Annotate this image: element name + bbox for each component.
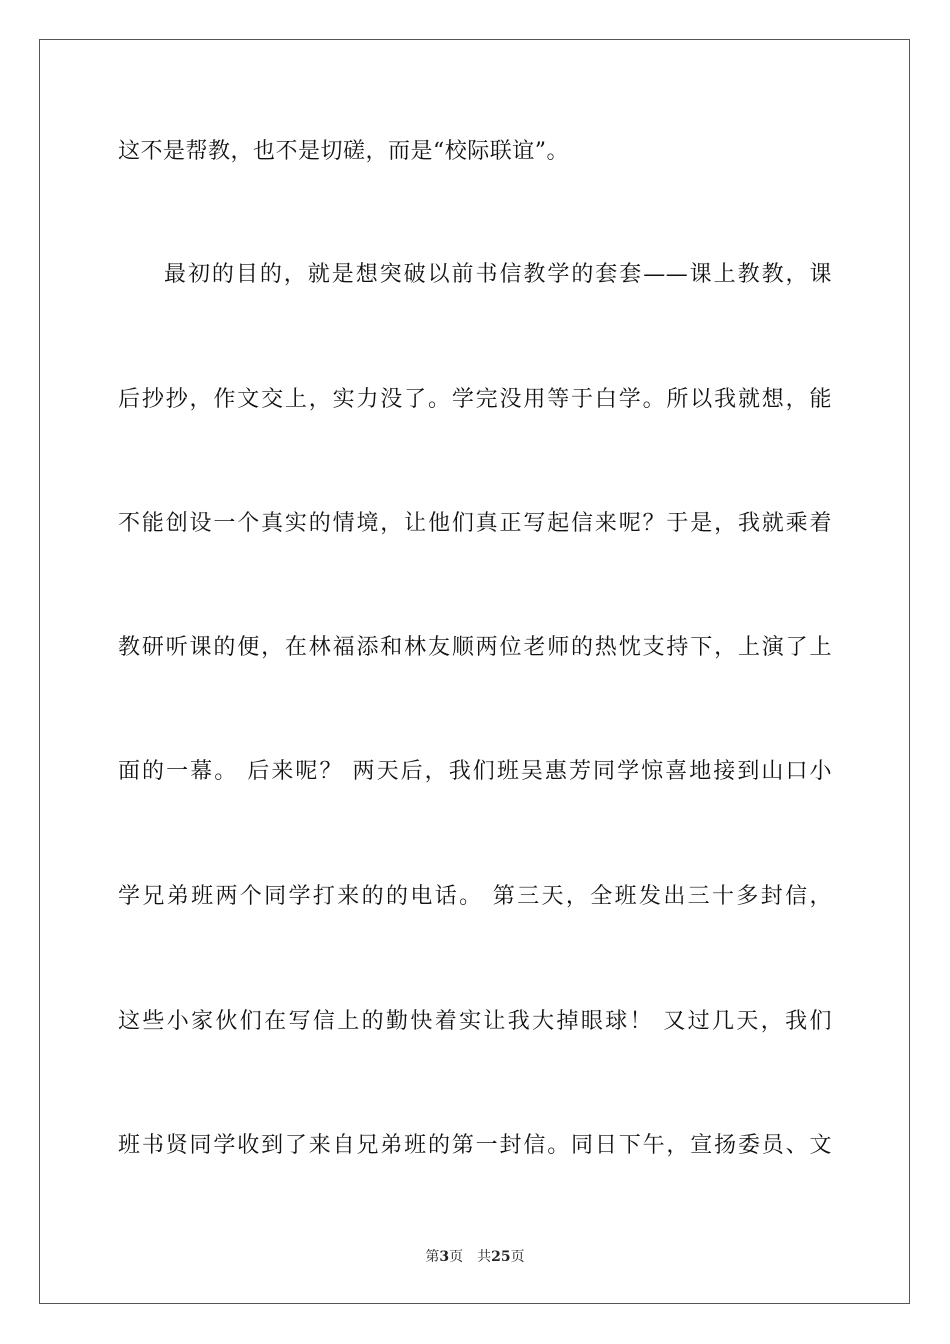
text-line: 面的一幕。 后来呢？ 两天后，我们班吴惠芳同学惊喜地接到山口小: [118, 759, 832, 784]
text-line: 后抄抄，作文交上，实力没了。学完没用等于白学。所以我就想，能: [118, 387, 832, 412]
page-prefix: 第: [425, 1249, 440, 1265]
total-pages: 25: [491, 1249, 511, 1265]
text-line: 班书贤同学收到了来自兄弟班的第一封信。同日下午，宣扬委员、文: [118, 1133, 832, 1158]
total-suffix: 页: [510, 1249, 525, 1265]
page-suffix: 页: [449, 1249, 464, 1265]
text-line: 这不是帮教，也不是切磋，而是“校际联谊”。: [118, 139, 569, 164]
total-prefix: 共: [477, 1249, 492, 1265]
text-line: 教研听课的便，在林福添和林友顺两位老师的热忱支持下，上演了上: [118, 635, 832, 660]
paragraph-start-line: 最初的目的，就是想突破以前书信教学的套套——课上教教，课: [164, 262, 832, 287]
text-line: 学兄弟班两个同学打来的的电话。 第三天，全班发出三十多封信，: [118, 884, 832, 909]
page-footer: [0, 1248, 950, 1266]
text-line: 不能创设一个真实的情境，让他们真正写起信来呢？于是，我就乘着: [118, 511, 832, 536]
text-line: 这些小家伙们在写信上的勤快着实让我大掉眼球！ 又过几天，我们: [118, 1009, 832, 1034]
page-number: 3: [439, 1249, 450, 1265]
page-border: [39, 39, 910, 1304]
